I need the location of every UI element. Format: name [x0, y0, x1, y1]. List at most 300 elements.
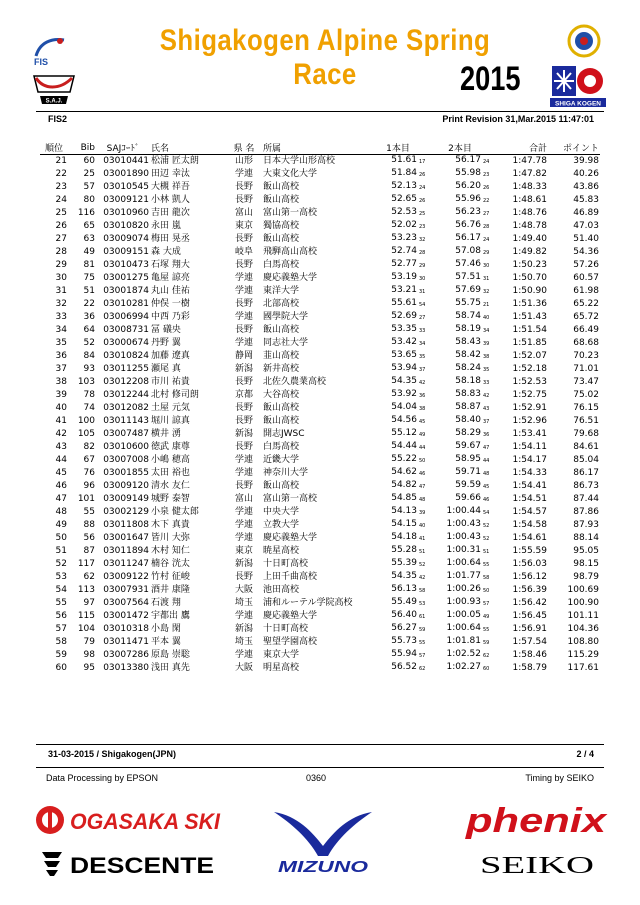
affiliation-cell: 飯山高校 [263, 416, 300, 426]
points-cell: 108.80 [567, 637, 599, 647]
run1-time: 54.18 [391, 532, 417, 542]
bib-cell: 62 [83, 572, 95, 582]
saj-code-cell: 03010441 [103, 156, 149, 166]
points-cell: 68.68 [573, 338, 599, 348]
run1-rank: 26 [419, 172, 426, 178]
bib-cell: 64 [83, 325, 95, 335]
run2-rank: 57 [483, 601, 490, 607]
run1-time: 51.84 [391, 168, 417, 178]
name-cell: 小泉 健太郎 [151, 507, 199, 517]
run2-cell [428, 441, 492, 454]
prefecture-cell: 富山 [234, 208, 253, 218]
column-header: 県 名 [226, 141, 262, 155]
rank-cell: 41 [55, 416, 67, 426]
affiliation-cell: 聖望学園高校 [263, 637, 318, 647]
column-header: 1本目 [368, 141, 428, 155]
run1-cell [368, 571, 428, 584]
prefecture-cell: 京都 [234, 390, 253, 400]
run1-rank: 53 [419, 601, 426, 607]
run2-time: 58.95 [455, 454, 481, 464]
saj-code-cell: 03000674 [103, 338, 149, 348]
run1-cell [368, 285, 428, 298]
saj-logo [30, 70, 78, 110]
total-time-cell: 1:53.41 [512, 429, 547, 439]
phenix-graphic [462, 798, 612, 842]
affiliation-cell: 浦和ルーテル学院高校 [263, 598, 353, 608]
total-time-cell: 1:52.96 [512, 416, 547, 426]
run2-cell [428, 532, 492, 545]
bib-cell: 117 [77, 559, 95, 569]
total-time-cell: 1:47.82 [512, 169, 547, 179]
prefecture-cell: 岐阜 [234, 247, 253, 257]
run1-time: 55.94 [391, 649, 417, 659]
rank-cell: 58 [55, 637, 67, 647]
rank-cell: 54 [55, 585, 67, 595]
run1-rank: 59 [419, 627, 426, 633]
bib-cell: 36 [83, 312, 95, 322]
affiliation-cell: 日本大学山形高校 [263, 156, 336, 166]
run2-time: 58.40 [455, 415, 481, 425]
run1-cell [368, 324, 428, 337]
total-time-cell: 1:56.45 [512, 611, 547, 621]
name-cell: 清水 友仁 [151, 481, 190, 491]
run1-rank: 52 [419, 562, 426, 568]
name-cell: 丸山 佳祐 [151, 286, 190, 296]
run2-cell [428, 311, 492, 324]
table-row [40, 519, 600, 532]
run2-time: 58.74 [455, 311, 481, 321]
total-time-cell: 1:56.42 [512, 598, 547, 608]
run1-time: 55.12 [391, 428, 417, 438]
name-cell: 永田 嵐 [151, 221, 181, 231]
run1-rank: 61 [419, 614, 426, 620]
points-cell: 95.05 [573, 546, 599, 556]
run1-rank: 23 [419, 224, 426, 230]
bib-cell: 82 [83, 442, 95, 452]
fis-logo-graphic [30, 32, 70, 66]
run2-cell [428, 389, 492, 402]
points-cell: 87.44 [573, 494, 599, 504]
seiko-graphic [478, 848, 598, 878]
bib-cell: 100 [77, 416, 95, 426]
name-cell: 仲俣 一樹 [151, 299, 190, 309]
total-time-cell: 1:50.23 [512, 260, 547, 270]
rank-cell: 46 [55, 481, 67, 491]
affiliation-cell: 北佐久農業高校 [263, 377, 327, 387]
bib-cell: 113 [77, 585, 95, 595]
points-cell: 98.79 [573, 572, 599, 582]
rank-cell: 23 [55, 182, 67, 192]
affiliation-cell: 慶応義塾大学 [263, 273, 318, 283]
run2-rank: 30 [483, 263, 490, 269]
name-cell: 平本 翼 [151, 637, 181, 647]
points-cell: 54.36 [573, 247, 599, 257]
run1-rank: 26 [419, 198, 426, 204]
column-header: ポイント [548, 141, 600, 155]
run2-time: 1:00.43 [446, 532, 481, 542]
points-cell: 75.02 [573, 390, 599, 400]
saj-code-cell: 03007008 [103, 455, 149, 465]
run2-cell [428, 623, 492, 636]
name-cell: 市川 祐貴 [151, 377, 190, 387]
run2-cell [428, 519, 492, 532]
prefecture-cell: 埼玉 [234, 637, 253, 647]
data-processing: Data Processing by EPSON [46, 773, 159, 783]
run1-cell [368, 272, 428, 285]
run1-rank: 29 [419, 263, 426, 269]
prefecture-cell: 学連 [234, 520, 253, 530]
name-cell: 徳武 康尊 [151, 442, 190, 452]
seiko-logo [478, 848, 598, 878]
svg-text:phenix: phenix [464, 802, 609, 840]
prefecture-cell: 長野 [234, 572, 253, 582]
rank-cell: 34 [55, 325, 67, 335]
table-row [40, 662, 600, 675]
table-row [40, 363, 600, 376]
total-time-cell: 1:51.36 [512, 299, 547, 309]
run1-rank: 48 [419, 497, 426, 503]
footer-rule-top [36, 744, 604, 745]
table-row [40, 636, 600, 649]
run1-cell [368, 337, 428, 350]
run2-rank: 32 [483, 289, 490, 295]
total-time-cell: 1:56.12 [512, 572, 547, 582]
rank-cell: 51 [55, 546, 67, 556]
saj-code-cell: 03011143 [103, 416, 149, 426]
name-cell: 大槻 祥吾 [151, 182, 190, 192]
run1-rank: 42 [419, 380, 426, 386]
rank-cell: 21 [55, 156, 67, 166]
prefecture-cell: 学連 [234, 468, 253, 478]
run1-time: 53.23 [391, 233, 417, 243]
saj-code-cell: 03007564 [103, 598, 149, 608]
run1-rank: 44 [419, 445, 426, 451]
run2-rank: 48 [483, 471, 490, 477]
bib-cell: 57 [83, 182, 95, 192]
saj-code-cell: 03001855 [103, 468, 149, 478]
run2-time: 58.19 [455, 324, 481, 334]
run1-cell [368, 610, 428, 623]
run1-cell [368, 532, 428, 545]
run2-time: 58.18 [455, 376, 481, 386]
run2-rank: 46 [483, 497, 490, 503]
name-cell: 浅田 真先 [151, 663, 190, 673]
table-row [40, 298, 600, 311]
table-row [40, 571, 600, 584]
points-cell: 45.83 [573, 195, 599, 205]
saj-code-cell: 03007286 [103, 650, 149, 660]
run2-time: 1:01.81 [446, 636, 481, 646]
prefecture-cell: 学連 [234, 286, 253, 296]
affiliation-cell: 飯山高校 [263, 195, 300, 205]
total-time-cell: 1:54.41 [512, 481, 547, 491]
rank-cell: 42 [55, 429, 67, 439]
rank-cell: 52 [55, 559, 67, 569]
svg-text:SEIKO: SEIKO [480, 853, 594, 878]
prefecture-cell: 長野 [234, 416, 253, 426]
name-cell: 森 大成 [151, 247, 181, 257]
saj-code-cell: 03012082 [103, 403, 149, 413]
affiliation-cell: 同志社大学 [263, 338, 309, 348]
table-row [40, 649, 600, 662]
total-time-cell: 1:48.76 [512, 208, 547, 218]
points-cell: 66.49 [573, 325, 599, 335]
run1-time: 53.35 [391, 324, 417, 334]
run1-rank: 27 [419, 315, 426, 321]
run2-time: 1:00.05 [446, 610, 481, 620]
run2-rank: 28 [483, 224, 490, 230]
run2-cell [428, 155, 492, 169]
run2-time: 1:00.93 [446, 597, 481, 607]
run1-cell [368, 493, 428, 506]
saj-code-cell: 03009120 [103, 481, 149, 491]
run2-cell [428, 662, 492, 675]
total-time-cell: 1:51.85 [512, 338, 547, 348]
run1-cell [368, 194, 428, 207]
name-cell: 北村 修司朗 [151, 390, 199, 400]
rank-cell: 30 [55, 273, 67, 283]
bib-cell: 105 [77, 429, 95, 439]
run1-rank: 30 [419, 276, 426, 282]
affiliation-cell: 飯山高校 [263, 403, 300, 413]
saj-code-cell: 03009122 [103, 572, 149, 582]
svg-text:FIS: FIS [34, 57, 49, 66]
saj-code-cell: 03001472 [103, 611, 149, 621]
saj-code-cell: 03010820 [103, 221, 149, 231]
bib-cell: 104 [77, 624, 95, 634]
run2-time: 57.46 [455, 259, 481, 269]
table-row [40, 246, 600, 259]
points-cell: 88.14 [573, 533, 599, 543]
run2-time: 59.59 [455, 480, 481, 490]
run1-time: 55.28 [391, 545, 417, 555]
run1-cell [368, 155, 428, 169]
rank-cell: 40 [55, 403, 67, 413]
run2-rank: 55 [483, 627, 490, 633]
bib-cell: 95 [83, 663, 95, 673]
table-row [40, 194, 600, 207]
table-row [40, 532, 600, 545]
saj-code-cell: 03006994 [103, 312, 149, 322]
run1-cell [368, 168, 428, 181]
table-row [40, 376, 600, 389]
svg-text:S.A.J.: S.A.J. [45, 98, 63, 105]
run2-time: 56.23 [455, 207, 481, 217]
run1-rank: 32 [419, 237, 426, 243]
run2-cell [428, 181, 492, 194]
run2-cell [428, 428, 492, 441]
run2-cell [428, 194, 492, 207]
header-rule [36, 111, 604, 112]
run2-cell [428, 454, 492, 467]
saj-code-cell: 03011808 [103, 520, 149, 530]
run2-rank: 58 [483, 575, 490, 581]
run2-cell [428, 324, 492, 337]
run2-rank: 38 [483, 354, 490, 360]
rank-cell: 56 [55, 611, 67, 621]
affiliation-cell: 神奈川大学 [263, 468, 309, 478]
rank-cell: 27 [55, 234, 67, 244]
bib-cell: 22 [83, 299, 95, 309]
run1-cell [368, 181, 428, 194]
name-cell: 丹野 翼 [151, 338, 181, 348]
name-cell: 楠谷 洸太 [151, 559, 190, 569]
prefecture-cell: 富山 [234, 494, 253, 504]
shiga-kogen-logo [550, 64, 606, 108]
table-row [40, 428, 600, 441]
name-cell: 酒井 康隆 [151, 585, 190, 595]
name-cell: 横井 湧 [151, 429, 181, 439]
total-time-cell: 1:54.33 [512, 468, 547, 478]
table-row [40, 337, 600, 350]
run1-cell [368, 220, 428, 233]
points-cell: 117.61 [567, 663, 599, 673]
table-header-row [40, 141, 600, 155]
run1-cell [368, 519, 428, 532]
saj-code-cell: 03001890 [103, 169, 149, 179]
table-row [40, 285, 600, 298]
run1-time: 54.15 [391, 519, 417, 529]
prefecture-cell: 長野 [234, 299, 253, 309]
run1-cell [368, 623, 428, 636]
run1-time: 52.69 [391, 311, 417, 321]
run2-cell [428, 636, 492, 649]
run2-rank: 62 [483, 653, 490, 659]
points-cell: 87.93 [573, 520, 599, 530]
run2-time: 59.67 [455, 441, 481, 451]
bib-cell: 97 [83, 598, 95, 608]
run1-cell [368, 428, 428, 441]
rank-cell: 38 [55, 377, 67, 387]
bib-cell: 74 [83, 403, 95, 413]
prefecture-cell: 東京 [234, 221, 253, 231]
points-cell: 51.40 [573, 234, 599, 244]
table-row [40, 389, 600, 402]
run2-rank: 51 [483, 549, 490, 555]
saj-code-cell: 03011471 [103, 637, 149, 647]
saj-code-cell: 03001874 [103, 286, 149, 296]
run1-time: 53.65 [391, 350, 417, 360]
run1-time: 54.56 [391, 415, 417, 425]
run2-cell [428, 493, 492, 506]
column-header: 氏名 [150, 141, 226, 155]
run2-cell [428, 467, 492, 480]
name-cell: 小林 凱人 [151, 195, 190, 205]
run1-time: 52.65 [391, 194, 417, 204]
affiliation-cell: 北部高校 [263, 299, 300, 309]
run2-cell [428, 168, 492, 181]
table-row [40, 467, 600, 480]
table-body [40, 155, 600, 676]
bib-cell: 93 [83, 364, 95, 374]
rank-cell: 47 [55, 494, 67, 504]
saj-code-cell: 03001647 [103, 533, 149, 543]
run1-cell [368, 298, 428, 311]
run2-cell [428, 220, 492, 233]
run2-time: 58.24 [455, 363, 481, 373]
affiliation-cell: 慶応義塾大学 [263, 611, 318, 621]
run1-time: 52.74 [391, 246, 417, 256]
run1-time: 52.02 [391, 220, 417, 230]
total-time-cell: 1:48.78 [512, 221, 547, 231]
table-row [40, 454, 600, 467]
run2-time: 58.42 [455, 350, 481, 360]
saj-code-cell: 03008731 [103, 325, 149, 335]
run1-rank: 41 [419, 536, 426, 542]
total-time-cell: 1:55.59 [512, 546, 547, 556]
rank-cell: 35 [55, 338, 67, 348]
run2-rank: 39 [483, 341, 490, 347]
run1-time: 56.52 [391, 662, 417, 672]
points-cell: 101.11 [567, 611, 599, 621]
saj-code-cell: 03009149 [103, 494, 149, 504]
run1-rank: 55 [419, 640, 426, 646]
points-cell: 98.15 [573, 559, 599, 569]
run2-time: 1:00.64 [446, 623, 481, 633]
run2-rank: 31 [483, 276, 490, 282]
affiliation-cell: 大谷高校 [263, 390, 300, 400]
table-row [40, 441, 600, 454]
run1-rank: 38 [419, 406, 426, 412]
table-row [40, 259, 600, 272]
table-row [40, 181, 600, 194]
prefecture-cell: 長野 [234, 260, 253, 270]
affiliation-cell: 開志JWSC [263, 429, 305, 439]
bib-cell: 76 [83, 468, 95, 478]
run1-rank: 33 [419, 328, 426, 334]
run1-rank: 46 [419, 471, 426, 477]
run1-time: 54.35 [391, 376, 417, 386]
table-row [40, 207, 600, 220]
prefecture-cell: 新潟 [234, 624, 253, 634]
saj-code-cell: 03010600 [103, 442, 149, 452]
points-cell: 100.90 [567, 598, 599, 608]
rank-cell: 50 [55, 533, 67, 543]
run1-cell [368, 389, 428, 402]
bib-cell: 116 [77, 208, 95, 218]
saj-code-cell: 03010545 [103, 182, 149, 192]
run1-cell [368, 363, 428, 376]
run2-rank: 21 [483, 302, 490, 308]
run1-time: 55.39 [391, 558, 417, 568]
prefecture-cell: 長野 [234, 442, 253, 452]
run1-cell [368, 415, 428, 428]
run2-cell [428, 246, 492, 259]
name-cell: 石塚 翔大 [151, 260, 190, 270]
table-row [40, 584, 600, 597]
points-cell: 73.47 [573, 377, 599, 387]
saj-code-cell: 03011894 [103, 546, 149, 556]
event-year: 2015 [460, 60, 521, 98]
affiliation-cell: 大東文化大学 [263, 169, 318, 179]
saj-code-cell: 03012208 [103, 377, 149, 387]
run2-cell [428, 376, 492, 389]
saj-code-cell: 03009121 [103, 195, 149, 205]
affiliation-cell: 上田千曲高校 [263, 572, 318, 582]
run2-time: 58.87 [455, 402, 481, 412]
bib-cell: 56 [83, 533, 95, 543]
run2-rank: 40 [483, 315, 490, 321]
run1-rank: 17 [419, 159, 426, 165]
table-row [40, 545, 600, 558]
bib-cell: 80 [83, 195, 95, 205]
bib-cell: 88 [83, 520, 95, 530]
column-header: 合計 [492, 141, 548, 155]
run1-cell [368, 441, 428, 454]
table-row [40, 597, 600, 610]
run2-time: 1:00.26 [446, 584, 481, 594]
run2-time: 1:00.43 [446, 519, 481, 529]
